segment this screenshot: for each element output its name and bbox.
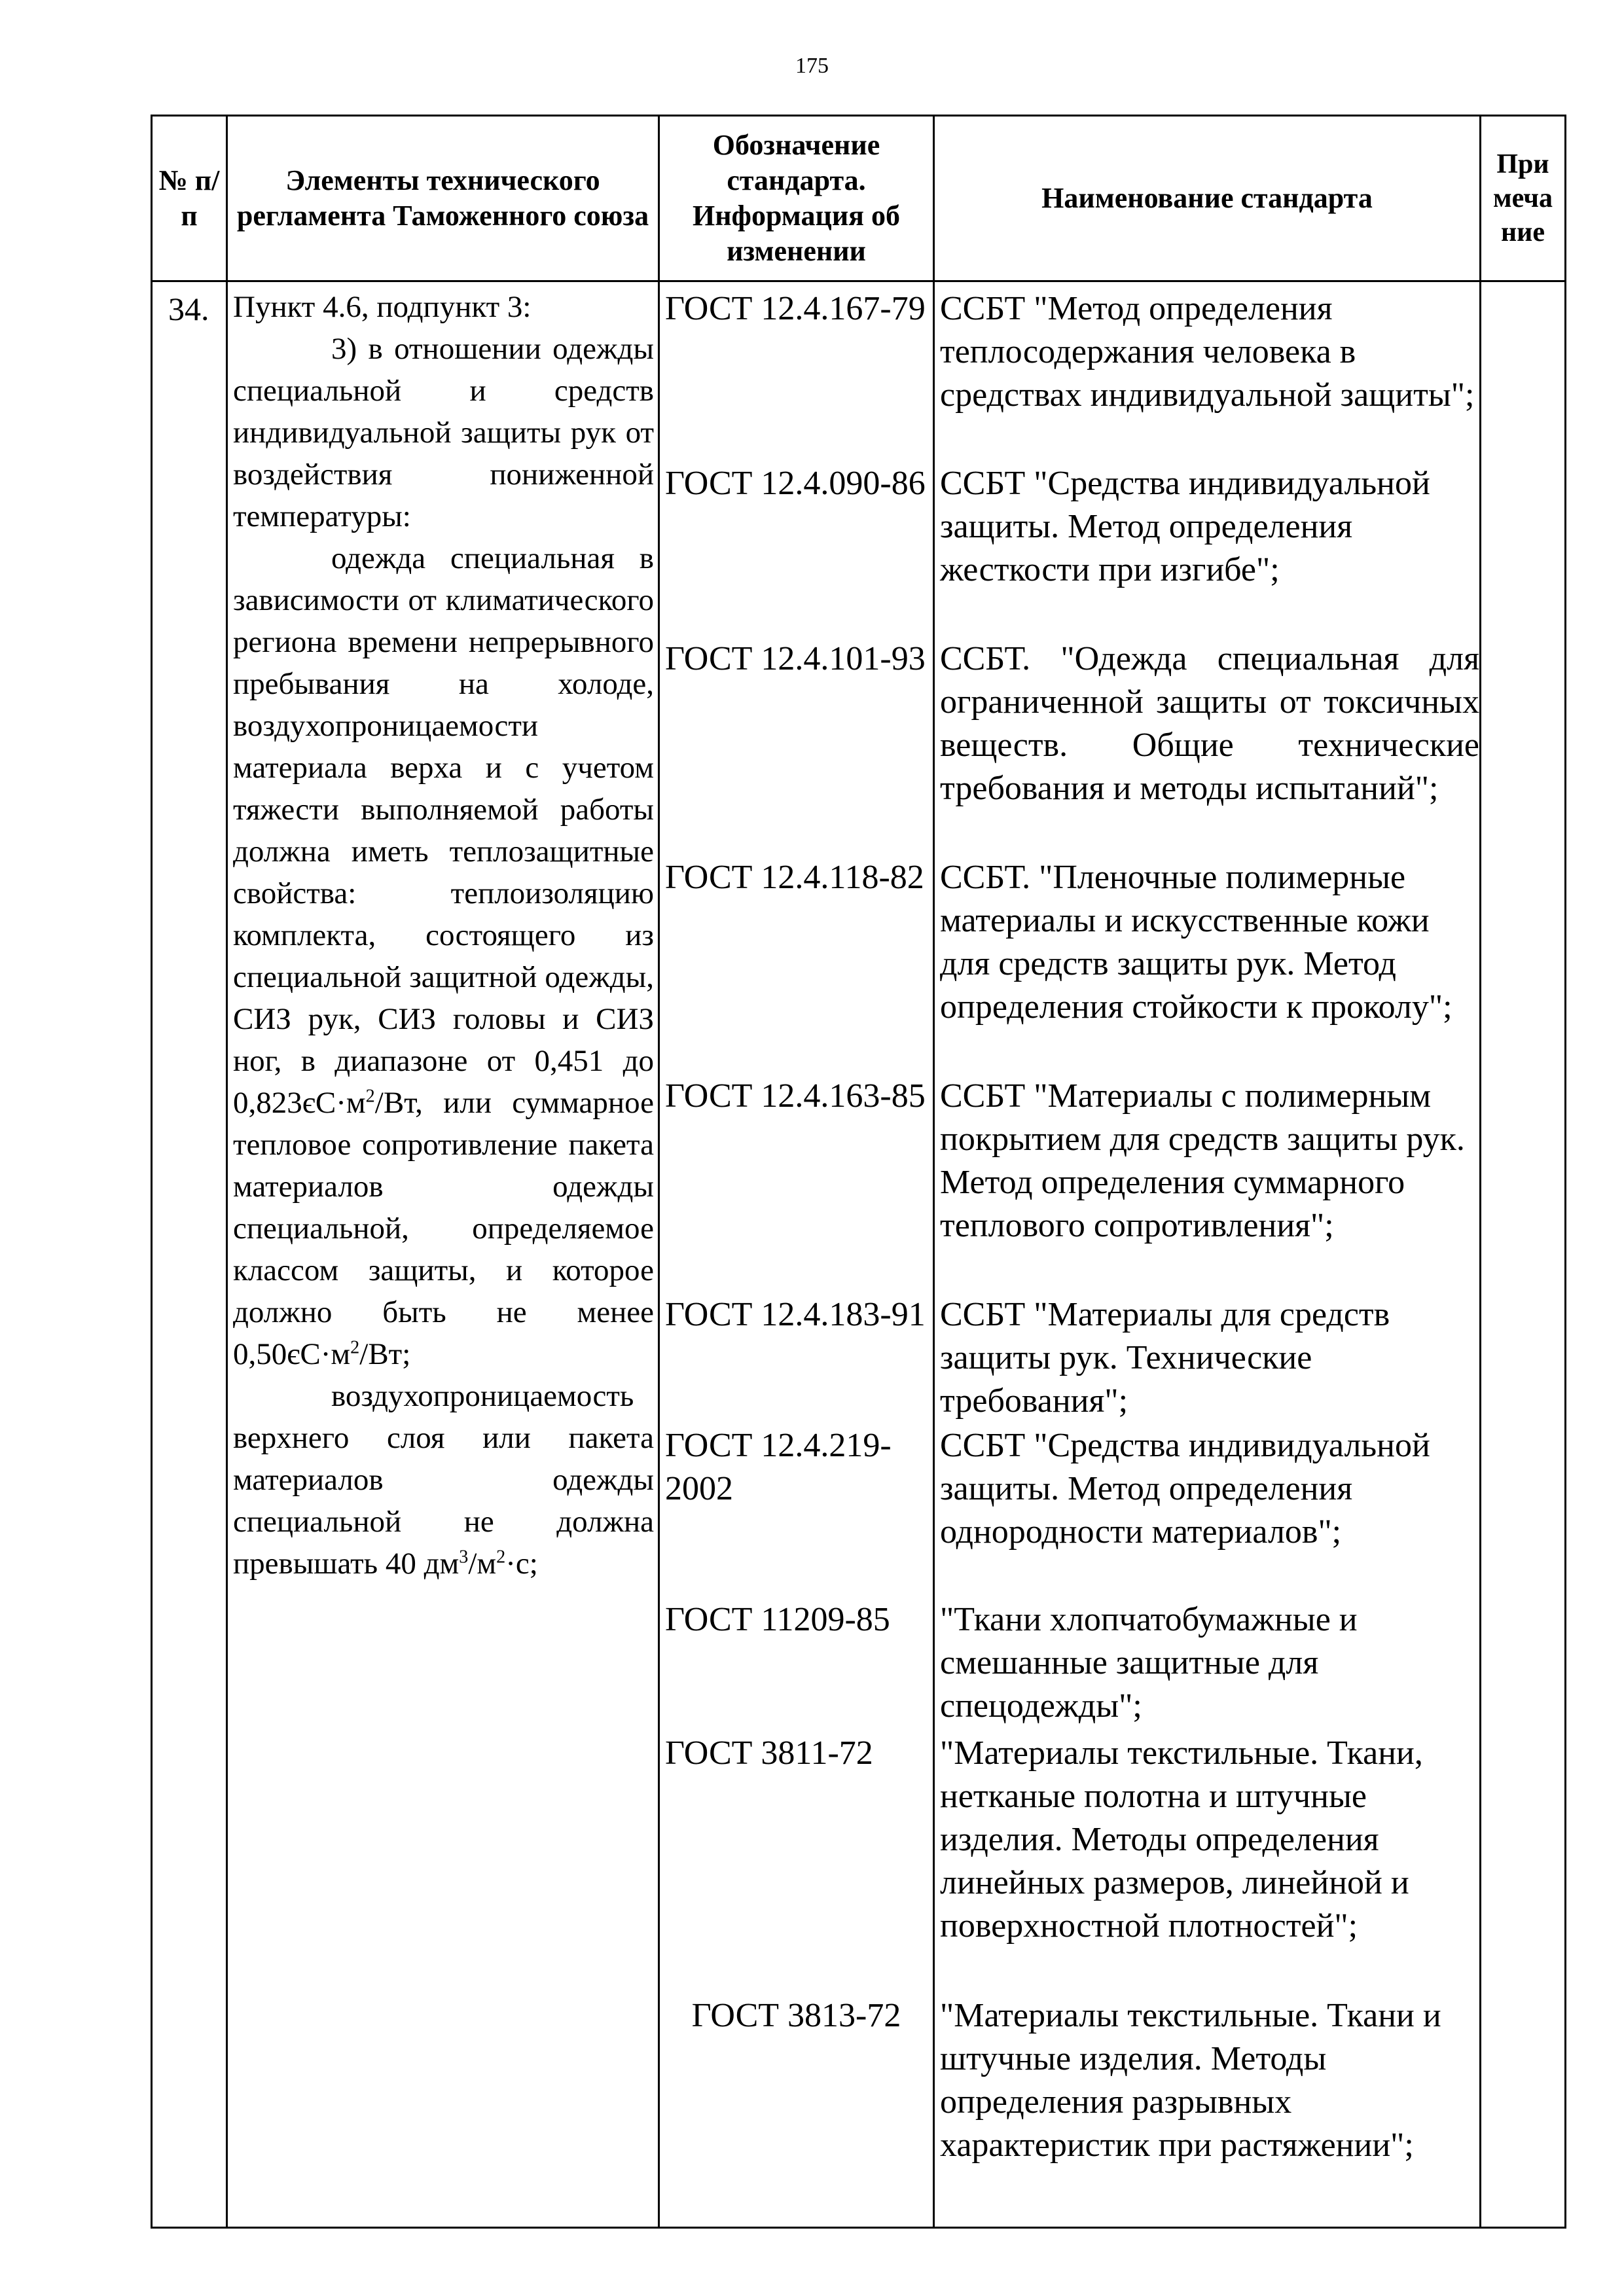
standards-table bbox=[151, 115, 1566, 2229]
superscript: 2 bbox=[365, 1086, 375, 1107]
standard-name: "Материалы текстильные. Ткани и штучные изделия. Методы определения разрывных характеристик при растяжении"; bbox=[940, 1997, 1441, 2164]
elements-text: /Вт; bbox=[359, 1337, 411, 1371]
standard-name: ССБТ "Средства индивидуальной защиты. Метод определения жесткости при изгибе"; bbox=[940, 465, 1430, 588]
header-note: Примечание bbox=[1481, 116, 1566, 281]
standard-code: ГОСТ 12.4.163-85 bbox=[665, 1077, 926, 1115]
elements-paragraph-3 bbox=[233, 537, 654, 1375]
header-number: № п/п bbox=[152, 116, 227, 281]
standard-code: ГОСТ 12.4.101-93 bbox=[665, 640, 926, 677]
standard-code: ГОСТ 11209-85 bbox=[665, 1601, 890, 1638]
elements-text: /м bbox=[468, 1547, 497, 1581]
row-note bbox=[1481, 281, 1566, 2228]
table-header-row bbox=[152, 116, 1566, 281]
standard-names-column bbox=[934, 281, 1481, 2228]
elements-text: ·с; bbox=[505, 1547, 538, 1581]
header-code: Обозначение стандарта. Информация об изменении bbox=[659, 116, 934, 281]
standard-codes-column bbox=[659, 281, 934, 2228]
header-elements: Элементы технического регламента Таможенного союза bbox=[227, 116, 659, 281]
elements-paragraph-1: Пункт 4.6, подпункт 3: bbox=[233, 290, 532, 324]
elements-paragraph-4 bbox=[233, 1375, 654, 1585]
standard-name: ССБТ "Средства индивидуальной защиты. Метод определения однородности материалов"; bbox=[940, 1427, 1430, 1551]
standard-name: ССБТ. "Одежда специальная для ограниченной защиты от токсичных веществ. Общие технические требования и методы испытаний"; bbox=[940, 640, 1479, 807]
standard-name: ССБТ "Метод определения теплосодержания человека в средствах индивидуальной защиты"; bbox=[940, 290, 1475, 414]
standard-name: ССБТ. "Пленочные полимерные материалы и искусственные кожи для средств защиты рук. Метод определения стойкости к проколу"; bbox=[940, 859, 1453, 1026]
page-number: 175 bbox=[795, 54, 829, 78]
superscript: 2 bbox=[496, 1547, 506, 1568]
standard-name: "Ткани хлопчатобумажные и смешанные защитные для спецодежды"; bbox=[940, 1601, 1358, 1725]
standard-name: "Материалы текстильные. Ткани, нетканые полотна и штучные изделия. Методы определения линейных размеров, линейной и поверхностной плотностей"; bbox=[940, 1734, 1423, 1945]
row-number: 34. bbox=[152, 281, 227, 2228]
row-elements bbox=[227, 281, 659, 2228]
elements-text: воздухопроницаемость верхнего слоя или пакета материалов одежды специальной не должна превышать 40 дм bbox=[233, 1379, 654, 1581]
superscript: 3 bbox=[459, 1547, 469, 1568]
standard-code: ГОСТ 12.4.090-86 bbox=[665, 465, 926, 502]
superscript: 2 bbox=[350, 1337, 360, 1358]
standard-code: ГОСТ 3811-72 bbox=[665, 1734, 873, 1772]
standard-code: ГОСТ 12.4.219-2002 bbox=[665, 1427, 892, 1507]
standard-name: ССБТ "Материалы с полимерным покрытием для средств защиты рук. Метод определения суммарного теплового сопротивления"; bbox=[940, 1077, 1465, 1244]
standard-code: ГОСТ 12.4.118-82 bbox=[665, 859, 924, 896]
elements-text: одежда специальная в зависимости от климатического региона времени непрерывного пребывания на холоде, воздухопроницаемости материала верха и с учетом тяжести выполняемой работы должна иметь теплозащитные свойства: теплоизоляцию комплекта, состоящего из специальной защитной одежды, СИЗ рук, СИЗ головы и СИЗ ног, в диапазоне от 0,451 до 0,823єС·м bbox=[233, 541, 654, 1120]
header-name: Наименование стандарта bbox=[934, 116, 1481, 281]
elements-text: /Вт, или суммарное тепловое сопротивление пакета материалов одежды специальной, определяемое классом защиты, и которое должно быть не менее 0,50єС·м bbox=[233, 1086, 654, 1371]
standard-name: ССБТ "Материалы для средств защиты рук. Технические требования"; bbox=[940, 1296, 1390, 1420]
standard-code: ГОСТ 12.4.167-79 bbox=[665, 290, 926, 327]
standard-code: ГОСТ 12.4.183-91 bbox=[665, 1296, 926, 1333]
standard-code: ГОСТ 3813-72 bbox=[691, 1997, 901, 2034]
elements-paragraph-2: 3) в отношении одежды специальной и средств индивидуальной защиты рук от воздействия пониженной температуры: bbox=[233, 332, 654, 533]
table-row bbox=[152, 281, 1566, 2228]
